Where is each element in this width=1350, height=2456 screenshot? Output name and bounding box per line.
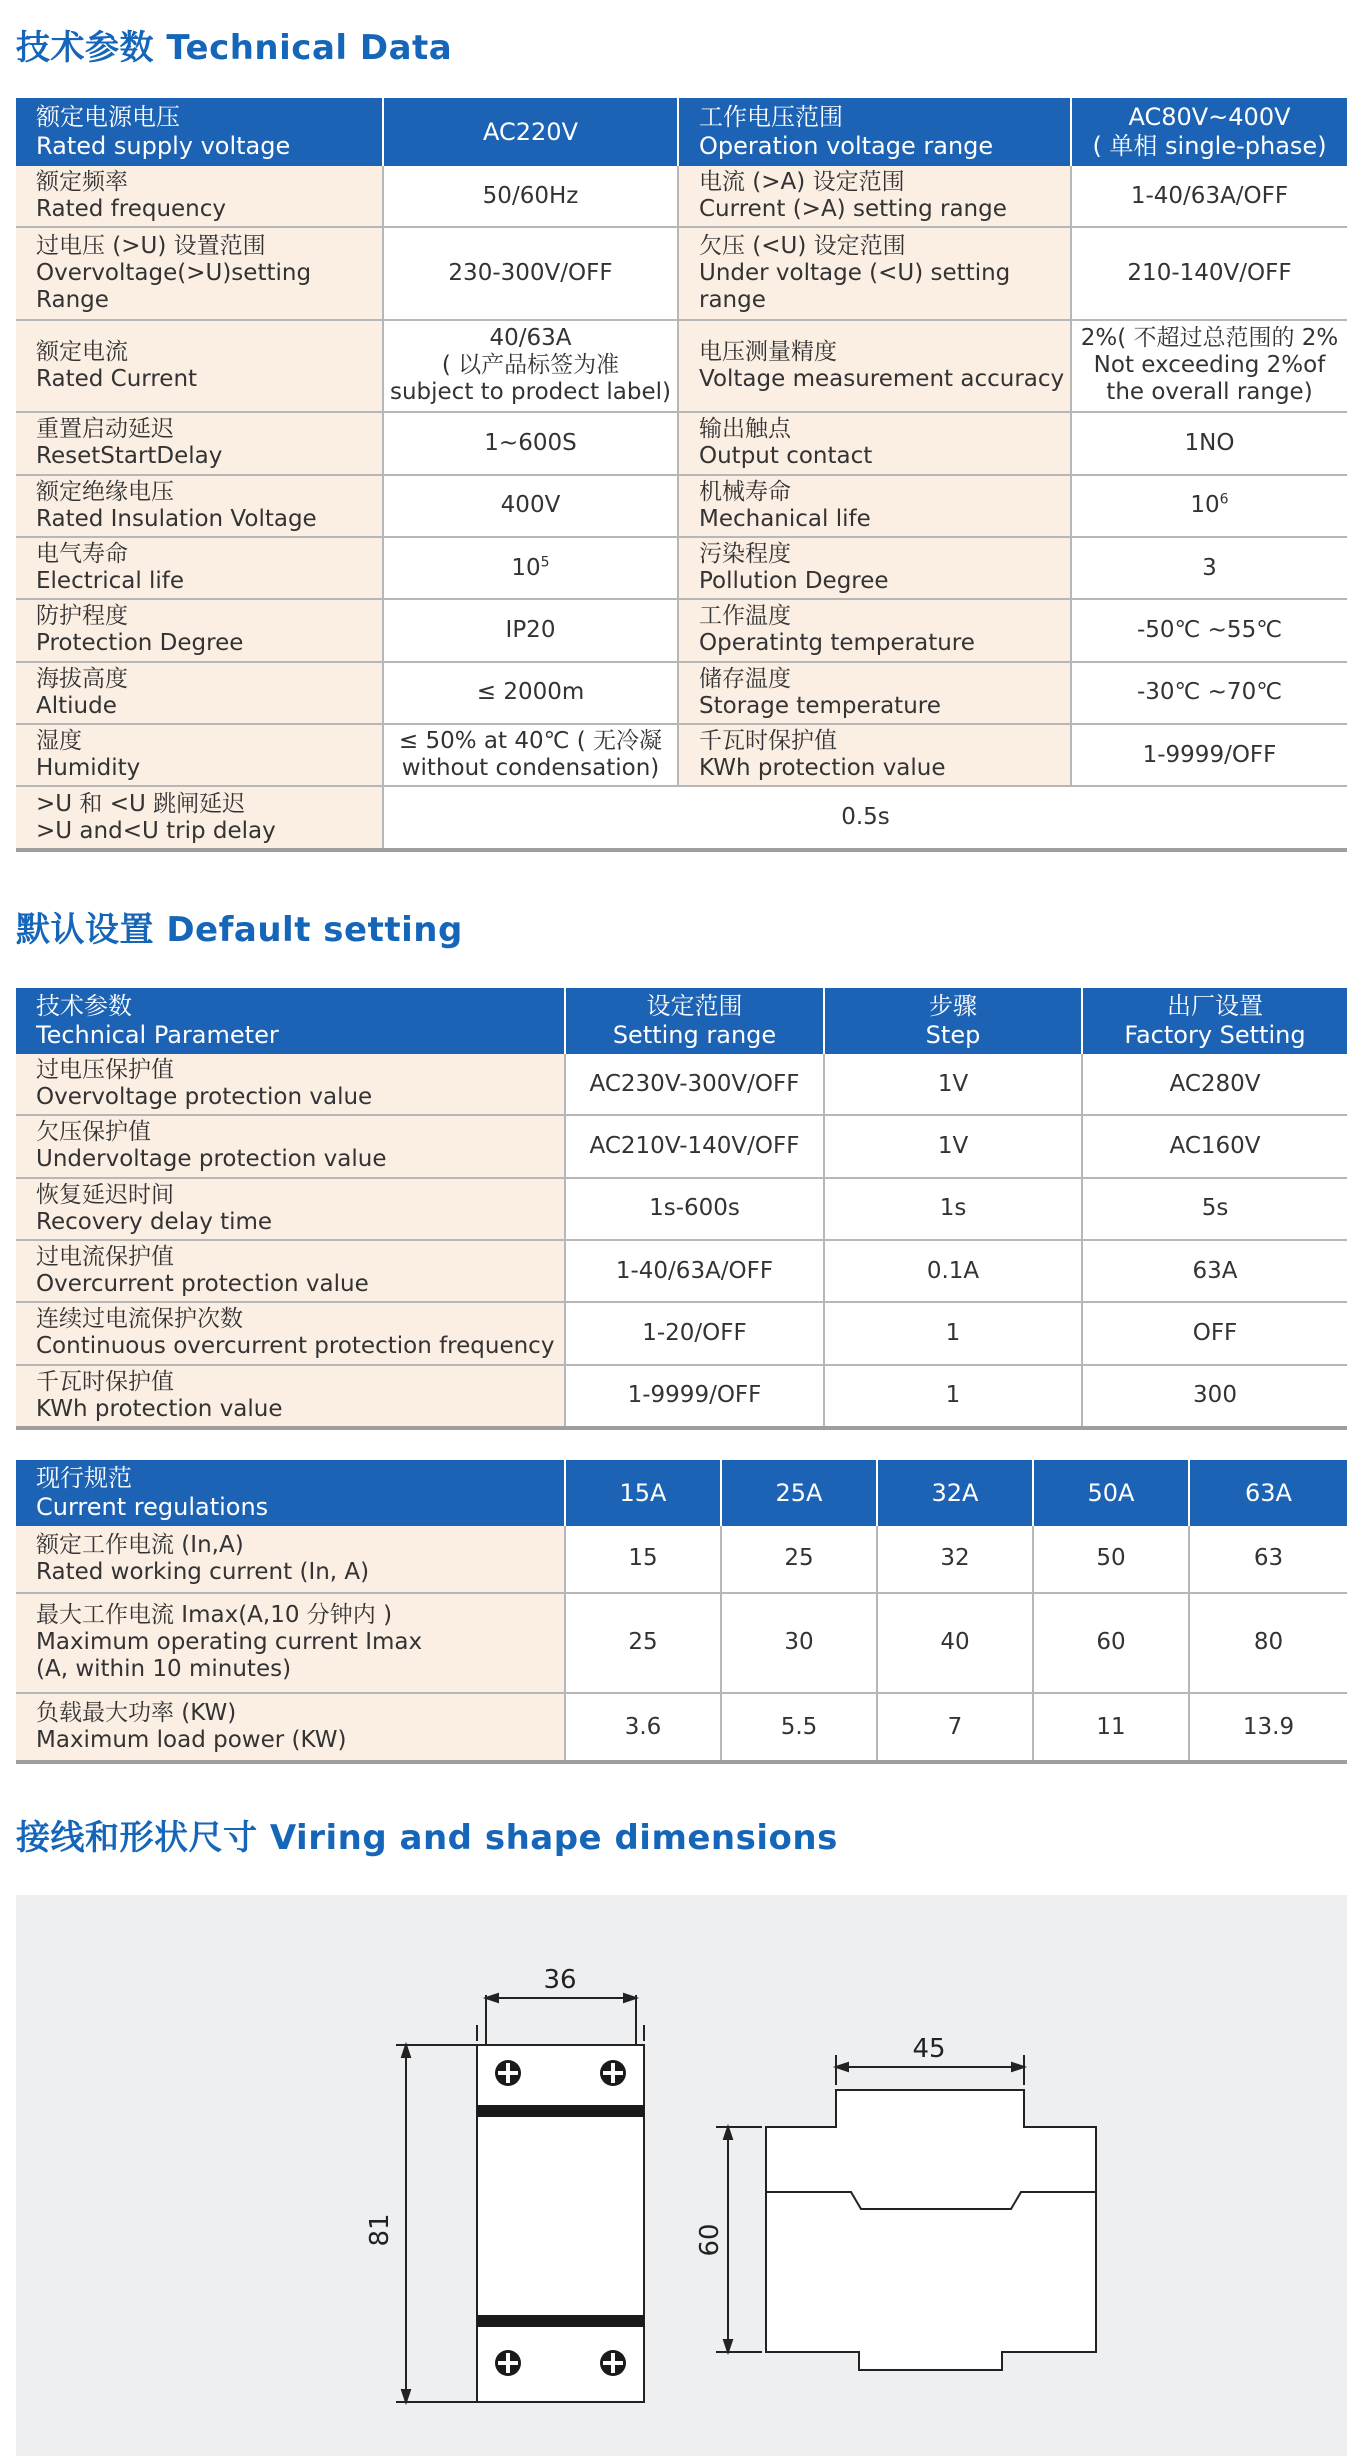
parameter-label-cell: 过电压 (>U) 设置范围 Overvoltage(>U)setting Range [16, 227, 383, 319]
header-cell: AC80V~400V ( 单相 single-phase) [1071, 98, 1347, 166]
value-cell: 13.9 [1189, 1693, 1347, 1762]
value-cell: 7 [877, 1693, 1033, 1762]
header-cell: 额定电源电压 Rated supply voltage [16, 98, 383, 166]
value-cell: 25 [565, 1593, 721, 1693]
value-cell: 63A [1082, 1240, 1347, 1302]
parameter-label-cell: 连续过电流保护次数 Continuous overcurrent protection frequency [16, 1302, 565, 1364]
header-cell: 工作电压范围 Operation voltage range [678, 98, 1071, 166]
side-dimension-height-label: 60 [695, 2223, 725, 2257]
header-cell: 步骤 Step [824, 988, 1082, 1054]
parameter-label-cell: 电气寿命 Electrical life [16, 537, 383, 599]
value-cell: $10^5$ [383, 537, 678, 599]
value-cell: 3.6 [565, 1693, 721, 1762]
parameter-label-cell: 工作温度 Operatintg temperature [678, 599, 1071, 661]
parameter-label-cell: 重置启动延迟 ResetStartDelay [16, 412, 383, 474]
header-cell: 32A [877, 1460, 1033, 1526]
parameter-label-cell: 污染程度 Pollution Degree [678, 537, 1071, 599]
parameter-label-cell: 海拔高度 Altiude [16, 662, 383, 724]
table-row [16, 599, 1347, 661]
value-cell: -50℃ ~55℃ [1071, 599, 1347, 661]
header-cell: 50A [1033, 1460, 1189, 1526]
parameter-label-cell: 机械寿命 Mechanical life [678, 475, 1071, 537]
value-cell: 1-20/OFF [565, 1302, 824, 1364]
table-row [16, 1365, 1347, 1428]
value-cell: AC160V [1082, 1115, 1347, 1177]
value-cell: 1s-600s [565, 1178, 824, 1240]
value-cell: 30 [721, 1593, 877, 1693]
value-cell: 230-300V/OFF [383, 227, 678, 319]
parameter-label-cell: 额定电流 Rated Current [16, 320, 383, 412]
value-cell: 50 [1033, 1526, 1189, 1593]
value-cell: AC210V-140V/OFF [565, 1115, 824, 1177]
table-header-row [16, 98, 1347, 166]
value-cell: 0.1A [824, 1240, 1082, 1302]
value-cell: ≤ 50% at 40℃ ( 无冷凝 without condensation) [383, 724, 678, 786]
wiring-title: 接线和形状尺寸 Viring and shape dimensions [16, 1818, 838, 1858]
value-cell: $10^6$ [1071, 475, 1347, 537]
value-cell: 15 [565, 1526, 721, 1593]
value-cell: 1s [824, 1178, 1082, 1240]
parameter-label-cell: 储存温度 Storage temperature [678, 662, 1071, 724]
value-cell: 80 [1189, 1593, 1347, 1693]
value-cell: 1NO [1071, 412, 1347, 474]
parameter-label-cell: 电流 (>A) 设定范围 Current (>A) setting range [678, 166, 1071, 227]
front-view-drawing [396, 1994, 644, 2402]
parameter-label-cell: 欠压 (<U) 设定范围 Under voltage (<U) setting range [678, 227, 1071, 319]
value-cell: 300 [1082, 1365, 1347, 1428]
table-header-row [16, 988, 1347, 1054]
parameter-label-cell: 过电压保护值 Overvoltage protection value [16, 1054, 565, 1115]
header-cell: 25A [721, 1460, 877, 1526]
value-cell: ≤ 2000m [383, 662, 678, 724]
parameter-label-cell: 过电流保护值 Overcurrent protection value [16, 1240, 565, 1302]
table-row [16, 166, 1347, 227]
din-rail-band-top [477, 2105, 644, 2117]
value-cell: 32 [877, 1526, 1033, 1593]
parameter-label-cell: 防护程度 Protection Degree [16, 599, 383, 661]
value-cell: OFF [1082, 1302, 1347, 1364]
parameter-label-cell: 负载最大功率 (KW) Maximum load power (KW) [16, 1693, 565, 1762]
header-cell: 设定范围 Setting range [565, 988, 824, 1054]
din-rail-band-bottom [477, 2315, 644, 2327]
table-row [16, 1240, 1347, 1302]
value-cell: 40/63A ( 以产品标签为准 subject to prodect label) [383, 320, 678, 412]
parameter-label-cell: 额定工作电流 (In,A) Rated working current (In, A) [16, 1526, 565, 1593]
table-row [16, 1054, 1347, 1115]
current-regulations-table [16, 1460, 1347, 1764]
default-setting-title: 默认设置 Default setting [16, 910, 463, 950]
value-cell: -30℃ ~70℃ [1071, 662, 1347, 724]
table-row [16, 412, 1347, 474]
value-cell: 2%( 不超过总范围的 2% Not exceeding 2%of the overall range) [1071, 320, 1347, 412]
value-cell: 50/60Hz [383, 166, 678, 227]
value-cell: AC230V-300V/OFF [565, 1054, 824, 1115]
parameter-label-cell: 额定绝缘电压 Rated Insulation Voltage [16, 475, 383, 537]
value-cell: 25 [721, 1526, 877, 1593]
value-cell: 1~600S [383, 412, 678, 474]
value-cell: 1-40/63A/OFF [1071, 166, 1347, 227]
table-row [16, 662, 1347, 724]
parameter-label-cell: 额定频率 Rated frequency [16, 166, 383, 227]
header-cell: 现行规范 Current regulations [16, 1460, 565, 1526]
value-cell: 1-9999/OFF [1071, 724, 1347, 786]
terminal-screw-icon [495, 2060, 521, 2086]
value-cell: 5.5 [721, 1693, 877, 1762]
header-cell: 63A [1189, 1460, 1347, 1526]
default-setting-table [16, 988, 1347, 1430]
parameter-label-cell: 欠压保护值 Undervoltage protection value [16, 1115, 565, 1177]
table-row [16, 724, 1347, 786]
parameter-label-cell: 千瓦时保护值 KWh protection value [678, 724, 1071, 786]
header-cell: 出厂设置 Factory Setting [1082, 988, 1347, 1054]
parameter-label-cell: 最大工作电流 Imax(A,10 分钟内 ) Maximum operating current Imax (A, within 10 minutes) [16, 1593, 565, 1693]
side-view-drawing [716, 2055, 1096, 2370]
table-row [16, 537, 1347, 599]
technical-data-title: 技术参数 Technical Data [16, 28, 453, 68]
terminal-screw-icon [495, 2350, 521, 2376]
technical-data-table [16, 98, 1347, 852]
parameter-label-cell: 输出触点 Output contact [678, 412, 1071, 474]
parameter-label-cell: 湿度 Humidity [16, 724, 383, 786]
value-cell: 1-9999/OFF [565, 1365, 824, 1428]
parameter-label-cell: 恢复延迟时间 Recovery delay time [16, 1178, 565, 1240]
header-cell: AC220V [383, 98, 678, 166]
parameter-label-cell: >U 和 <U 跳闸延迟 >U and<U trip delay [16, 786, 383, 850]
value-cell: 63 [1189, 1526, 1347, 1593]
value-cell: AC280V [1082, 1054, 1347, 1115]
table-row [16, 1526, 1347, 1593]
header-cell: 15A [565, 1460, 721, 1526]
value-cell: 1-40/63A/OFF [565, 1240, 824, 1302]
dimension-width-label: 36 [543, 1965, 577, 1995]
value-cell: 210-140V/OFF [1071, 227, 1347, 319]
dimension-height-label: 81 [365, 2213, 395, 2247]
table-row [16, 320, 1347, 412]
header-cell: 技术参数 Technical Parameter [16, 988, 565, 1054]
value-cell: 11 [1033, 1693, 1189, 1762]
table-row [16, 227, 1347, 319]
value-cell: 60 [1033, 1593, 1189, 1693]
terminal-screw-icon [600, 2350, 626, 2376]
dimension-drawing-panel [16, 1895, 1347, 2456]
table-row [16, 1178, 1347, 1240]
value-cell: 1 [824, 1365, 1082, 1428]
table-row [16, 786, 1347, 850]
side-dimension-width-label: 45 [912, 2034, 946, 2064]
terminal-screw-icon [600, 2060, 626, 2086]
value-cell: IP20 [383, 599, 678, 661]
table-row [16, 1115, 1347, 1177]
value-cell: 3 [1071, 537, 1347, 599]
value-cell: 1V [824, 1115, 1082, 1177]
value-cell: 1V [824, 1054, 1082, 1115]
table-row [16, 1302, 1347, 1364]
parameter-label-cell: 千瓦时保护值 KWh protection value [16, 1365, 565, 1428]
value-cell: 0.5s [383, 786, 1347, 850]
value-cell: 5s [1082, 1178, 1347, 1240]
table-row [16, 1693, 1347, 1762]
value-cell: 400V [383, 475, 678, 537]
table-row [16, 475, 1347, 537]
parameter-label-cell: 电压测量精度 Voltage measurement accuracy [678, 320, 1071, 412]
table-row [16, 1593, 1347, 1693]
table-header-row [16, 1460, 1347, 1526]
value-cell: 1 [824, 1302, 1082, 1364]
value-cell: 40 [877, 1593, 1033, 1693]
